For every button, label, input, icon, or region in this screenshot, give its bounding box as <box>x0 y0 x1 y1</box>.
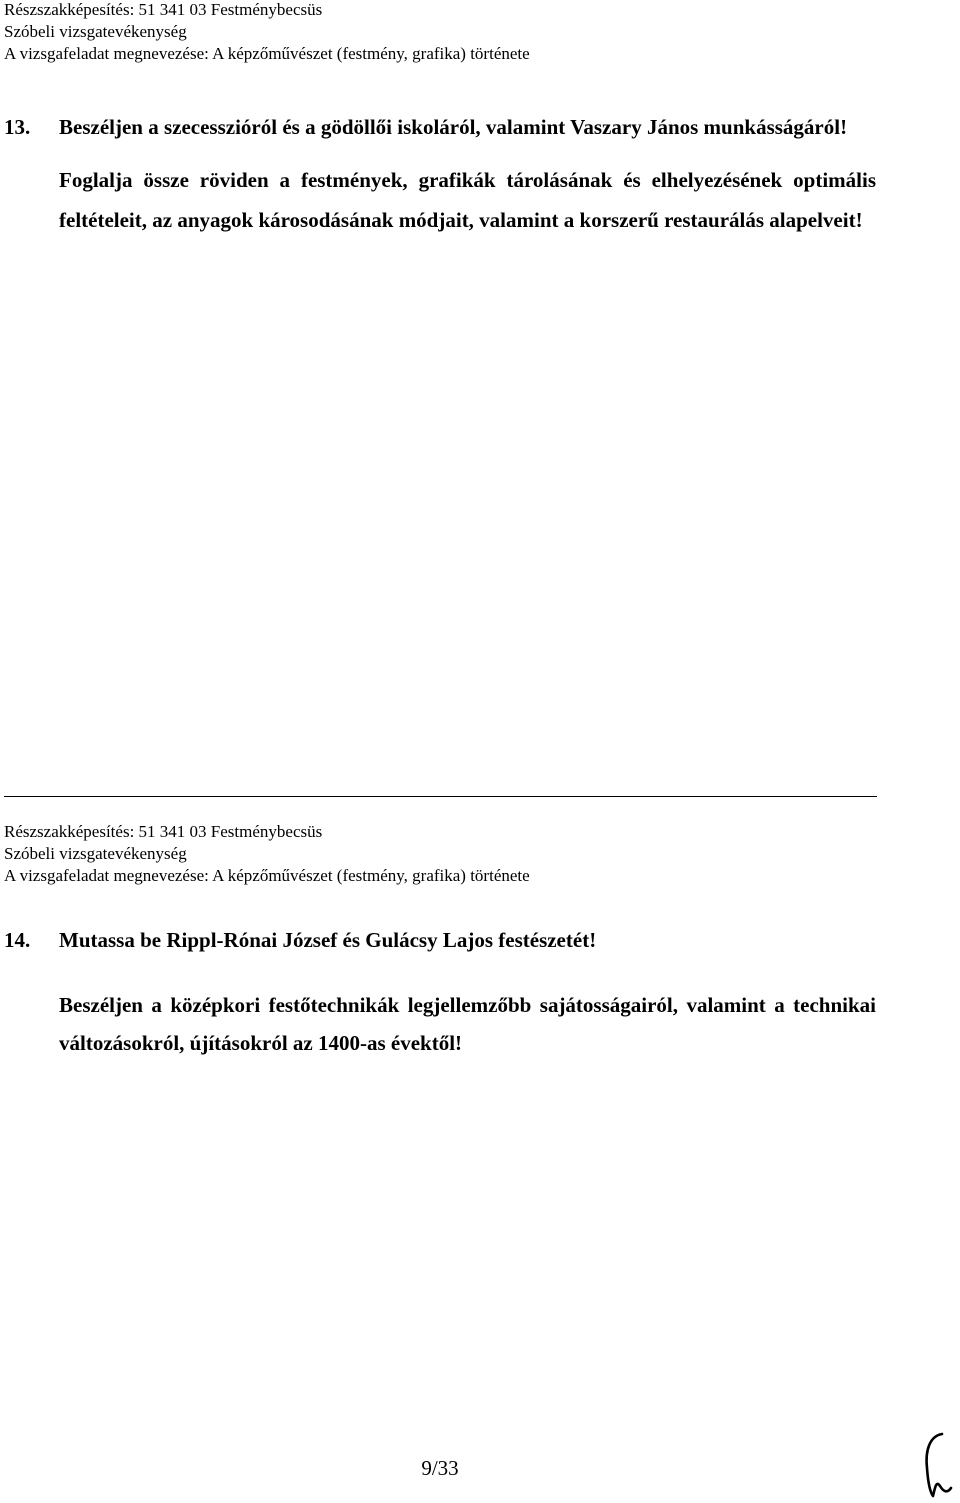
page-separator-line <box>4 796 877 797</box>
header-exam-type: Szóbeli vizsgatevékenység <box>4 22 187 41</box>
page-number: 9/33 <box>421 1456 459 1480</box>
task-14-title-row <box>4 921 876 960</box>
task-13-body: Foglalja össze röviden a festmények, grafikák tárolásának és elhelyezésének optimális feltételeit, az anyagok károsodásának módjait, valamint a korszerű restaurálás alapelveit! <box>59 168 876 232</box>
signature-mark <box>920 1428 956 1500</box>
header-qualification: Részszakképesítés: 51 341 03 Festménybecsüs <box>4 0 323 19</box>
header-task-name: A vizsgafeladat megnevezése: A képzőművészet (festmény, grafika) története <box>4 866 530 885</box>
page-header-bottom <box>4 821 530 887</box>
task-14-number: 14. <box>4 928 31 952</box>
task-13 <box>4 108 876 240</box>
task-13-title: Beszéljen a szecesszióról és a gödöllői iskoláról, valamint Vaszary János munkásságáról! <box>59 115 848 139</box>
task-14-title: Mutassa be Rippl-Rónai József és Gulácsy Lajos festészetét! <box>59 928 597 952</box>
page-header-top <box>4 0 530 65</box>
task-13-title-row <box>4 108 876 147</box>
task-14-body: Beszéljen a középkori festőtechnikák legjellemzőbb sajátosságairól, valamint a technikai változásokról, újításokról az 1400-as évektől! <box>59 993 876 1055</box>
header-qualification: Részszakképesítés: 51 341 03 Festménybecsüs <box>4 822 323 841</box>
header-task-name: A vizsgafeladat megnevezése: A képzőművészet (festmény, grafika) története <box>4 44 530 63</box>
header-exam-type: Szóbeli vizsgatevékenység <box>4 844 187 863</box>
task-13-number: 13. <box>4 115 31 139</box>
task-14 <box>4 921 876 1062</box>
